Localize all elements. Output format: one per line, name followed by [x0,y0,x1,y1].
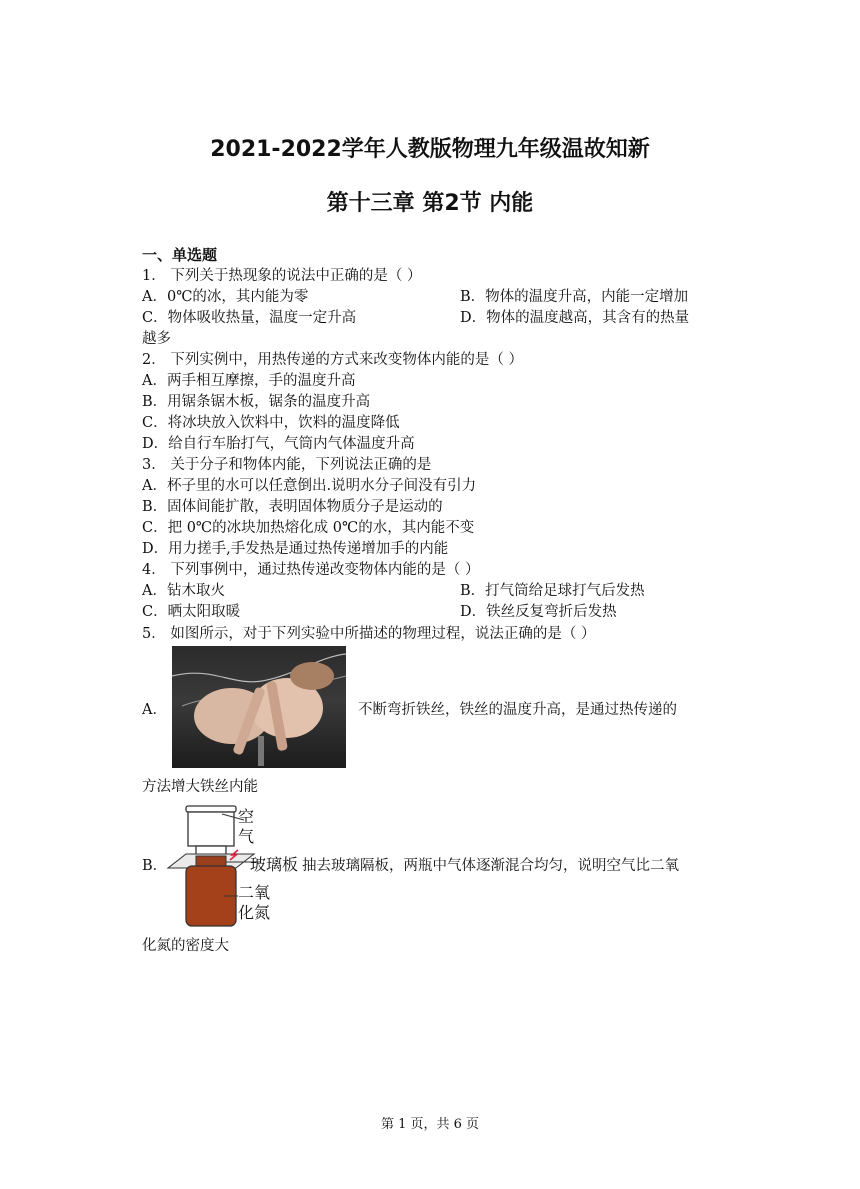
q1-option-b: B．物体的温度升高，内能一定增加 [460,289,689,305]
q1-stem: 1． 下列关于热现象的说法中正确的是（ ） [142,268,422,284]
q3-option-d: D．用力搓手,手发热是通过热传递增加手的内能 [142,541,449,557]
q4-option-b: B．打气筒给足球打气后发热 [460,583,645,599]
q4-option-a: A．钻木取火 [142,583,225,599]
q1-option-d-continued: 越多 [142,331,171,347]
q5-option-b-text: 抽去玻璃隔板，两瓶中气体逐渐混合均匀，说明空气比二氧 [302,858,679,874]
q2-stem: 2． 下列实例中，用热传递的方式来改变物体内能的是（ ） [142,352,523,368]
q3-option-b: B．固体间能扩散，表明固体物质分子是运动的 [142,499,443,515]
q4-stem: 4． 下列事例中，通过热传递改变物体内能的是（ ） [142,562,480,578]
q5-option-a-continued: 方法增大铁丝内能 [142,779,258,795]
q5-option-b-continued: 化氮的密度大 [142,938,229,954]
q5-option-b-prefix: B． [142,858,168,874]
q3-option-c: C．把 0℃的冰块加热熔化成 0℃的水，其内能不变 [142,520,475,536]
q5-option-a-prefix: A． [142,702,167,718]
chapter-subtitle: 第十三章 第2节 内能 [326,191,534,216]
q5-option-a-text: 不断弯折铁丝，铁丝的温度升高，是通过热传递的 [358,702,677,718]
glass-plate-label: 玻璃板 [250,855,299,874]
gas-diffusion-figure [166,800,306,932]
no2-label-2: 化氮 [238,903,271,922]
document-title: 2021-2022学年人教版物理九年级温故知新 [210,137,650,162]
section-heading: 一、单选题 [142,246,218,264]
q3-option-a: A．杯子里的水可以任意倒出.说明水分子间没有引力 [142,478,477,494]
air-label-2: 气 [238,827,255,846]
bending-wire-photo [172,646,346,768]
no2-label-1: 二氧 [238,883,271,902]
q1-option-d: D．物体的温度越高，其含有的热量 [460,310,690,326]
q1-option-a: A．0℃的冰，其内能为零 [142,289,309,305]
q2-option-a: A．两手相互摩擦，手的温度升高 [142,373,356,389]
air-label-1: 空 [238,807,255,826]
q1-option-c: C．物体吸收热量，温度一定升高 [142,310,357,326]
q2-option-d: D．给自行车胎打气，气筒内气体温度升高 [142,436,415,452]
q3-stem: 3． 关于分子和物体内能，下列说法正确的是 [142,457,432,473]
q4-option-c: C．晒太阳取暖 [142,604,241,620]
q2-option-b: B．用锯条锯木板，锯条的温度升高 [142,394,371,410]
q5-stem: 5． 如图所示，对于下列实验中所描述的物理过程，说法正确的是（ ） [142,626,596,642]
q4-option-d: D．铁丝反复弯折后发热 [460,604,617,620]
q2-option-c: C．将冰块放入饮料中，饮料的温度降低 [142,415,400,431]
page-footer: 第 1 页，共 6 页 [380,1117,480,1132]
